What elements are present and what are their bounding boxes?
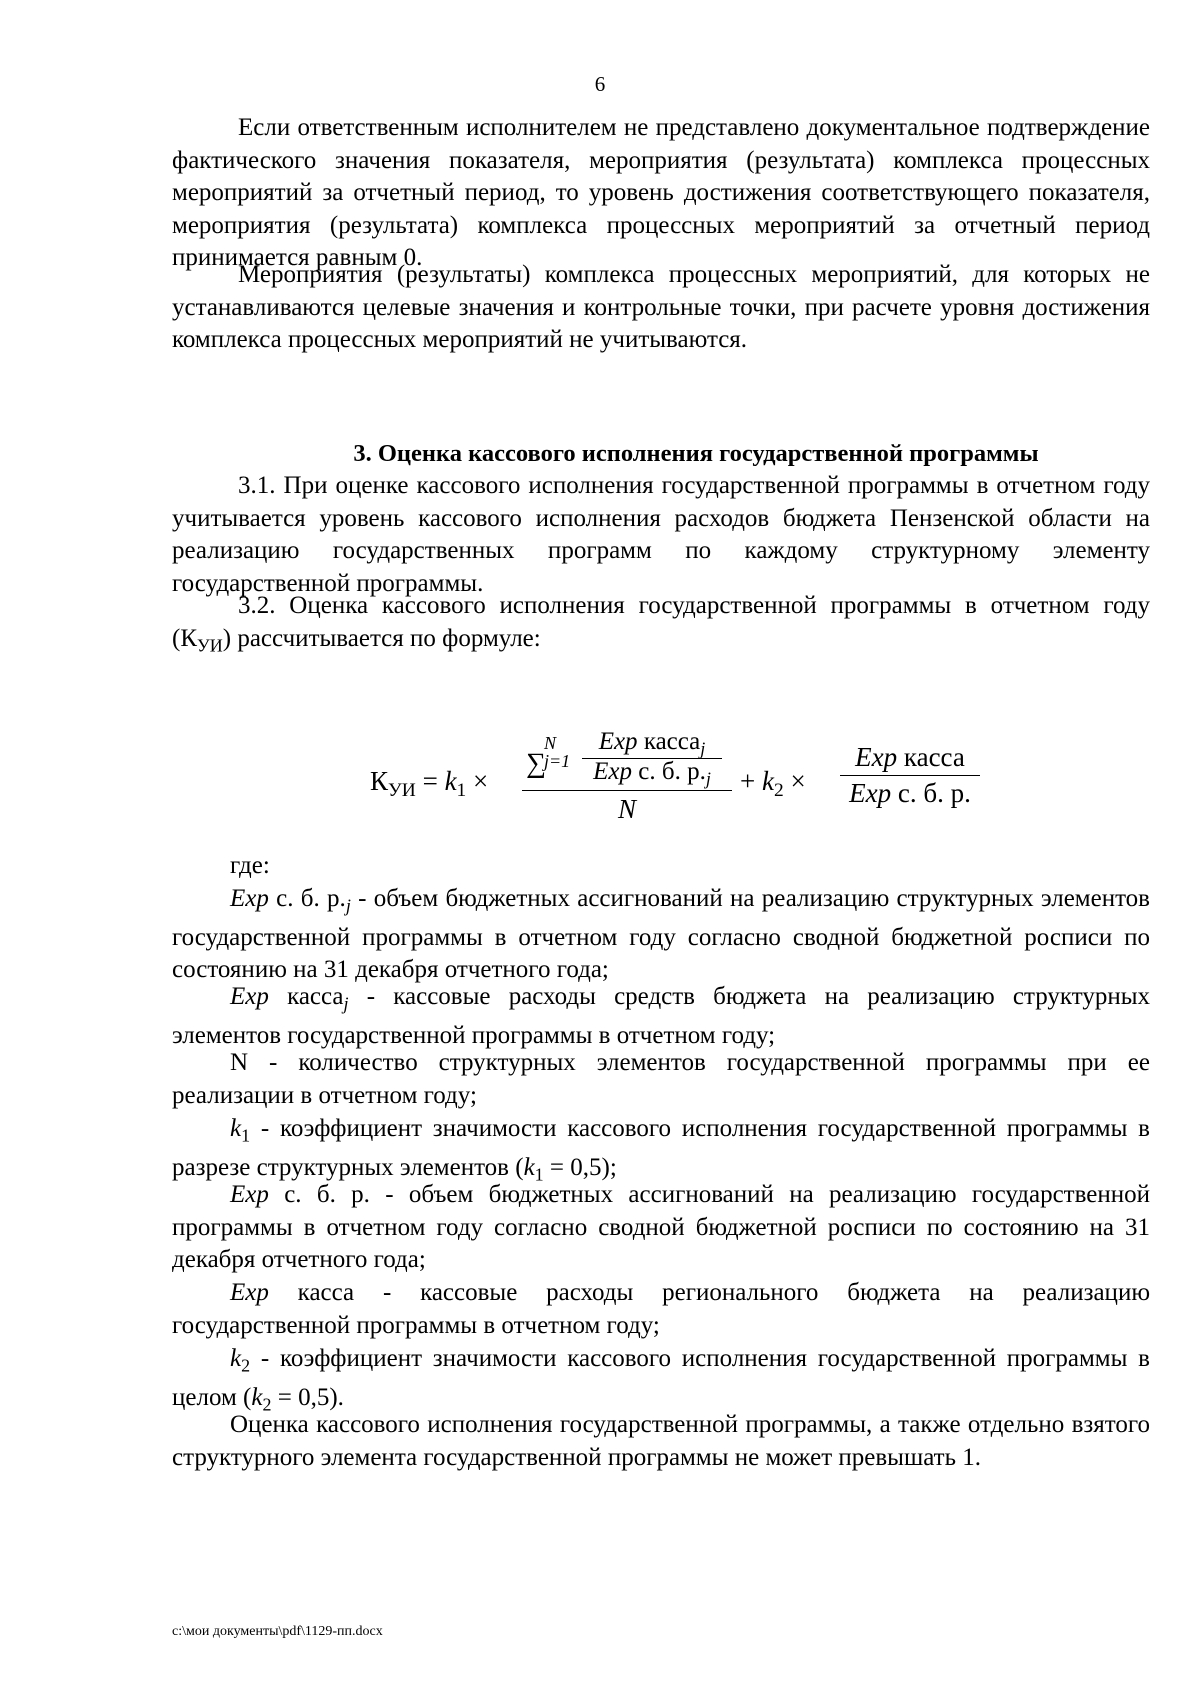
inner-denominator: Exp с. б. $р._j$ <box>593 758 711 789</box>
inner-numerator: Exp касса$_j$ <box>598 728 706 759</box>
definition-k2: $k_2$ - коэффициент значимости кассового исполнения государственной программы в целом $(k_2 = 0,5)$. <box>172 1345 1150 1415</box>
formula-sum-numerator <box>526 730 736 788</box>
second-denominator: Exp с. б. р. <box>849 778 971 808</box>
formula-k2-term: + $k_2$ × <box>740 766 806 801</box>
section-heading: 3. Оценка кассового исполнения государственной программы <box>353 440 1039 467</box>
formula-lhs: $К_{УИ} = k_1$ × <box>370 766 489 801</box>
sum-limits: N j=1 <box>544 733 571 771</box>
footer-file-path: c:\мои документы\pdf\1129-пп.docx <box>172 1624 383 1639</box>
definition-exp-sbr: Exp с. б. р. - объем бюджетных ассигнований на реализацию государственной программы в отчетном году согласно сводной бюджетной росписи по состоянию на 31 декабря отчетного года; <box>172 1181 1150 1273</box>
sum-sign: ∑ <box>526 748 546 779</box>
paragraph-2: Мероприятия (результаты) комплекса процессных мероприятий, для которых не устанавливаются целевые значения и контрольные точки, при расчете уровня достижения комплекса процессных мероприятий не учитываются. <box>172 261 1150 353</box>
definition-exp-kassa: Exp касса - кассовые расходы регионального бюджета на реализацию государственной программы в отчетном году; <box>172 1279 1150 1339</box>
second-numerator: Exp касса <box>855 742 965 772</box>
paragraph-3-1: 3.1. При оценке кассового исполнения государственной программы в отчетном году учитывается уровень кассового исполнения расходов бюджета Пензенской области на реализацию государственных программ по каждому структурному элементу государственной программы. <box>172 472 1150 597</box>
main-fraction-bar <box>522 790 732 791</box>
where-label: где: <box>230 852 270 879</box>
final-paragraph: Оценка кассового исполнения государственной программы, а также отдельно взятого структурного элемента государственной программы не может превышать 1. <box>172 1411 1150 1471</box>
definition-exp-kassa-j: Exp касса$_j$ - кассовые расходы средств бюджета на реализацию структурных элементов государственной программы в отчетном году; <box>172 983 1150 1049</box>
definition-k1: $k_1$ - коэффициент значимости кассового исполнения государственной программы в разрезе структурных элементов $(k_1 = 0,5)$; <box>172 1115 1150 1185</box>
second-fraction-bar <box>840 775 980 776</box>
main-denominator: N <box>617 794 636 824</box>
paragraph-3-2: 3.2. Оценка кассового исполнения государственной программы в отчетном году $(К_{УИ})$ рассчитывается по формуле: <box>172 592 1150 655</box>
definition-n: N - количество структурных элементов государственной программы при ее реализации в отчетном году; <box>172 1049 1150 1109</box>
definition-exp-sbr-j: Exp с. б. $р._j$ - объем бюджетных ассигнований на реализацию структурных элементов государственной программы в отчетном году согласно сводной бюджетной росписи по состоянию на 31 декабря отчетного года; <box>172 885 1150 984</box>
paragraph-1: Если ответственным исполнителем не представлено документальное подтверждение фактического значения показателя, мероприятия (результата) комплекса процессных мероприятий за отчетный период, то уровень достижения соответствующего показателя, мероприятия (результата) комплекса процессных мероприятий за отчетный период принимается равным 0. <box>172 114 1150 271</box>
page-number: 6 <box>594 72 606 96</box>
formula-kui <box>360 730 980 850</box>
formula-second-fraction <box>840 742 980 809</box>
